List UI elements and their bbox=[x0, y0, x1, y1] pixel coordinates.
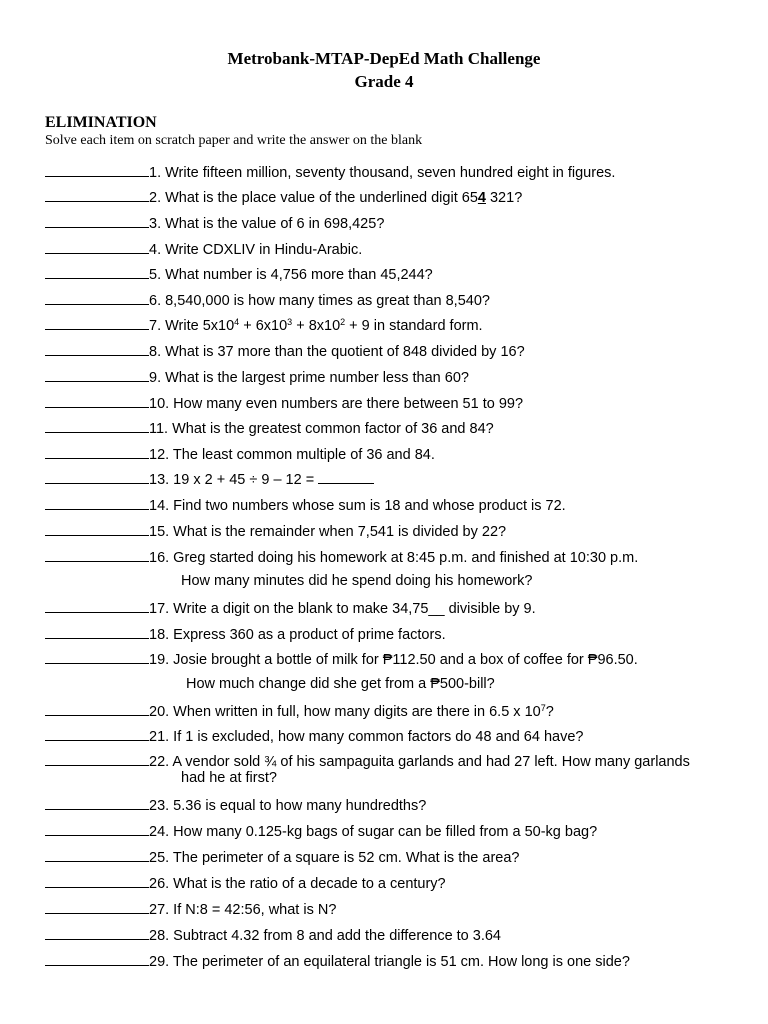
question-3: 3. What is the value of 6 in 698,425? bbox=[45, 214, 384, 233]
question-7: 7. Write $5x10^4 + 6x10^3 + 8x10^2 + 9$ in standard form. bbox=[45, 316, 483, 335]
question-22-continuation: had he at first? bbox=[181, 770, 277, 786]
question-2: 2. What is the place value of the underlined digit 654 321? bbox=[45, 188, 522, 207]
question-5: 5. What number is 4,756 more than 45,244? bbox=[45, 265, 433, 284]
answer-blank[interactable] bbox=[45, 650, 149, 664]
answer-blank[interactable] bbox=[45, 900, 149, 914]
question-23: 23. 5.36 is equal to how many hundredths? bbox=[45, 796, 426, 815]
answer-blank[interactable] bbox=[45, 926, 149, 940]
answer-blank[interactable] bbox=[45, 848, 149, 862]
question-29: 29. The perimeter of an equilateral triangle is 51 cm. How long is one side? bbox=[45, 952, 630, 971]
question-14: 14. Find two numbers whose sum is 18 and whose product is 72. bbox=[45, 496, 566, 515]
question-20: 20. When written in full, how many digits are there in 6.5 x $10^7$? bbox=[45, 702, 554, 721]
inline-blank[interactable] bbox=[318, 471, 374, 484]
question-1: 1. Write fifteen million, seventy thousand, seven hundred eight in figures. bbox=[45, 163, 615, 182]
question-10: 10. How many even numbers are there between 51 to 99? bbox=[45, 394, 523, 413]
question-12: 12. The least common multiple of 36 and 84. bbox=[45, 445, 435, 464]
question-27: 27. If N:8 = 42:56, what is N? bbox=[45, 900, 336, 919]
answer-blank[interactable] bbox=[45, 496, 149, 510]
answer-blank[interactable] bbox=[45, 240, 149, 254]
underlined-digit: 4 bbox=[477, 190, 486, 206]
question-21: 21. If 1 is excluded, how many common factors do 48 and 64 have? bbox=[45, 727, 583, 746]
question-9: 9. What is the largest prime number less than 60? bbox=[45, 368, 469, 387]
answer-blank[interactable] bbox=[45, 214, 149, 228]
answer-blank[interactable] bbox=[45, 188, 149, 202]
answer-blank[interactable] bbox=[45, 368, 149, 382]
answer-blank[interactable] bbox=[45, 265, 149, 279]
answer-blank[interactable] bbox=[45, 796, 149, 810]
question-13: 13. 19 x 2 + 45 ÷ 9 – 12 = bbox=[45, 470, 374, 489]
answer-blank[interactable] bbox=[45, 419, 149, 433]
question-19-continuation: How much change did she get from a ₱500-bill? bbox=[186, 676, 495, 692]
question-16: 16. Greg started doing his homework at 8:45 p.m. and finished at 10:30 p.m. bbox=[45, 548, 638, 567]
answer-blank[interactable] bbox=[45, 163, 149, 177]
question-18: 18. Express 360 as a product of prime factors. bbox=[45, 625, 446, 644]
answer-blank[interactable] bbox=[45, 470, 149, 484]
answer-blank[interactable] bbox=[45, 522, 149, 536]
answer-blank[interactable] bbox=[45, 316, 149, 330]
answer-blank[interactable] bbox=[45, 952, 149, 966]
question-28: 28. Subtract 4.32 from 8 and add the difference to 3.64 bbox=[45, 926, 501, 945]
question-16-continuation: How many minutes did he spend doing his homework? bbox=[181, 573, 533, 589]
question-25: 25. The perimeter of a square is 52 cm. What is the area? bbox=[45, 848, 519, 867]
question-6: 6. 8,540,000 is how many times as great than 8,540? bbox=[45, 291, 490, 310]
grade-label: Grade 4 bbox=[354, 72, 414, 91]
question-22: 22. A vendor sold ¾ of his sampaguita garlands and had 27 left. How many garlands bbox=[45, 752, 690, 771]
section-heading: ELIMINATION bbox=[45, 114, 157, 131]
answer-blank[interactable] bbox=[45, 727, 149, 741]
question-8: 8. What is 37 more than the quotient of 848 divided by 16? bbox=[45, 342, 525, 361]
question-15: 15. What is the remainder when 7,541 is divided by 22? bbox=[45, 522, 506, 541]
answer-blank[interactable] bbox=[45, 599, 149, 613]
question-26: 26. What is the ratio of a decade to a century? bbox=[45, 874, 446, 893]
answer-blank[interactable] bbox=[45, 445, 149, 459]
answer-blank[interactable] bbox=[45, 752, 149, 766]
instructions: Solve each item on scratch paper and write the answer on the blank bbox=[45, 133, 423, 148]
answer-blank[interactable] bbox=[45, 822, 149, 836]
answer-blank[interactable] bbox=[45, 291, 149, 305]
answer-blank[interactable] bbox=[45, 548, 149, 562]
question-24: 24. How many 0.125-kg bags of sugar can be filled from a 50-kg bag? bbox=[45, 822, 597, 841]
answer-blank[interactable] bbox=[45, 625, 149, 639]
question-4: 4. Write CDXLIV in Hindu-Arabic. bbox=[45, 240, 362, 259]
document-title: Metrobank-MTAP-DepEd Math Challenge bbox=[227, 49, 541, 68]
question-11: 11. What is the greatest common factor of 36 and 84? bbox=[45, 419, 494, 438]
answer-blank[interactable] bbox=[45, 702, 149, 716]
question-17: 17. Write a digit on the blank to make 34,75__ divisible by 9. bbox=[45, 599, 536, 618]
answer-blank[interactable] bbox=[45, 394, 149, 408]
question-19: 19. Josie brought a bottle of milk for ₱112.50 and a box of coffee for ₱96.50. bbox=[45, 650, 638, 669]
answer-blank[interactable] bbox=[45, 342, 149, 356]
answer-blank[interactable] bbox=[45, 874, 149, 888]
